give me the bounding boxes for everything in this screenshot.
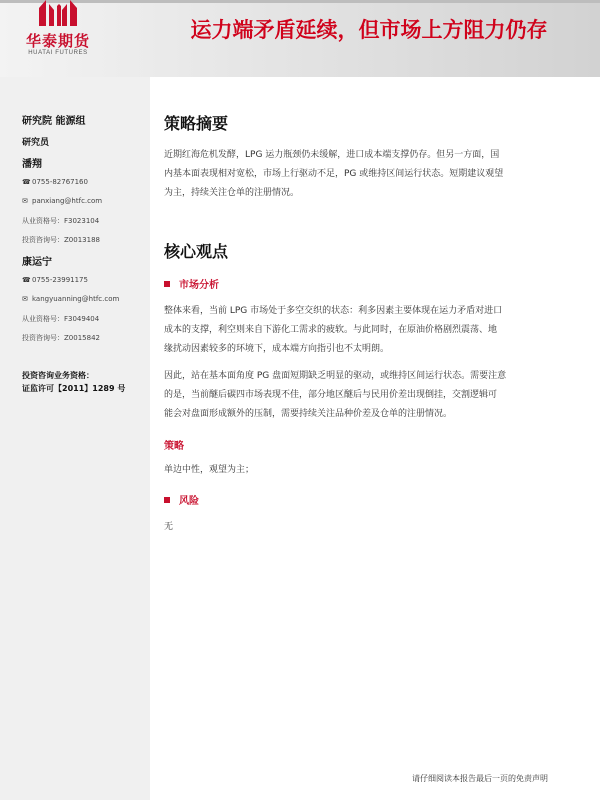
researcher-name: 康运宁: [22, 257, 52, 268]
market-analysis-paragraph: [164, 367, 569, 424]
researcher-phone: [22, 178, 88, 186]
core-views-heading: 核心观点: [164, 242, 229, 261]
company-logo: [18, 0, 98, 62]
email-address[interactable]: kangyuanning@htfc.com: [32, 295, 120, 303]
researcher-name: 潘翔: [22, 159, 42, 170]
paragraph-line: 成本的支撑，利空则来自下游化工需求的疲软。与此同时，在原油价格剧烈震荡、地: [164, 325, 498, 335]
qualification-number: 从业资格号：F3049404: [22, 315, 100, 323]
researcher-email[interactable]: [22, 295, 119, 303]
license-info: [22, 369, 125, 395]
risk-heading: [164, 492, 199, 507]
researcher-email[interactable]: [22, 197, 102, 205]
summary-heading: 策略摘要: [164, 114, 229, 133]
logo-name-cn: 华泰期货: [25, 32, 90, 50]
consulting-number: 投资咨询号：Z0013188: [22, 236, 100, 244]
email-icon: ✉: [22, 197, 28, 205]
department-label: 研究院 能源组: [22, 116, 86, 127]
red-square-bullet-icon: [164, 281, 170, 287]
phone-icon: ☎: [22, 276, 31, 284]
analyst-sidebar: [0, 77, 150, 800]
license-label: 投资咨询业务资格：: [22, 371, 94, 380]
consulting-number: 投资咨询号：Z0015842: [22, 334, 100, 342]
market-analysis-heading: [164, 276, 219, 291]
summary-paragraph: [164, 146, 569, 203]
phone-number: 0755-82767160: [32, 178, 88, 186]
paragraph-line: 缘扰动因素较多的环境下，成本端方向指引也不太明朗。: [164, 344, 390, 354]
phone-number: 0755-23991175: [32, 276, 88, 284]
phone-icon: ☎: [22, 178, 31, 186]
strategy-text: 单边中性，观望为主；: [164, 465, 255, 475]
market-analysis-paragraph: [164, 302, 569, 359]
disclaimer-note: 请仔细阅读本报告最后一页的免责声明: [412, 774, 548, 783]
huatai-logo-mark-icon: [39, 0, 77, 26]
license-number: 证监许可【2011】1289 号: [22, 384, 126, 393]
paragraph-line: 整体来看，当前 LPG 市场处于多空交织的状态：利多因素主要体现在运力矛盾对进口: [164, 306, 503, 316]
paragraph-line: 能会对盘面形成额外的压制，需要持续关注品种价差及仓单的注册情况。: [164, 409, 453, 419]
paragraph-line: 为主，持续关注仓单的注册情况。: [164, 188, 300, 198]
report-header: [0, 0, 600, 77]
logo-name-en: HUATAI FUTURES: [28, 50, 88, 56]
researcher-phone: [22, 276, 88, 284]
paragraph-line: 内基本面表现相对宽松，市场上行驱动不足，PG 或维持区间运行状态。短期建议观望: [164, 169, 504, 179]
email-address[interactable]: panxiang@htfc.com: [32, 197, 103, 205]
risk-text: 无: [164, 522, 174, 532]
paragraph-line: 因此，站在基本面角度 PG 盘面短期缺乏明显的驱动，或维持区间运行状态。需要注意: [164, 371, 507, 381]
red-square-bullet-icon: [164, 497, 170, 503]
email-icon: ✉: [22, 295, 28, 303]
risk-label: 风险: [179, 496, 199, 507]
paragraph-line: 近期红海危机发酵，LPG 运力瓶颈仍未缓解，进口成本端支撑仍存。但另一方面，国: [164, 150, 500, 160]
researcher-heading: 研究员: [22, 138, 50, 148]
market-analysis-label: 市场分析: [179, 280, 219, 291]
qualification-number: 从业资格号：F3023104: [22, 217, 100, 225]
strategy-heading: 策略: [164, 441, 184, 452]
paragraph-line: 的是，当前醚后碳四市场表现不佳，部分地区醚后与民用价差出现倒挂，交割逻辑可: [164, 390, 498, 400]
report-title: 运力端矛盾延续，但市场上方阻力仍存: [190, 18, 548, 42]
